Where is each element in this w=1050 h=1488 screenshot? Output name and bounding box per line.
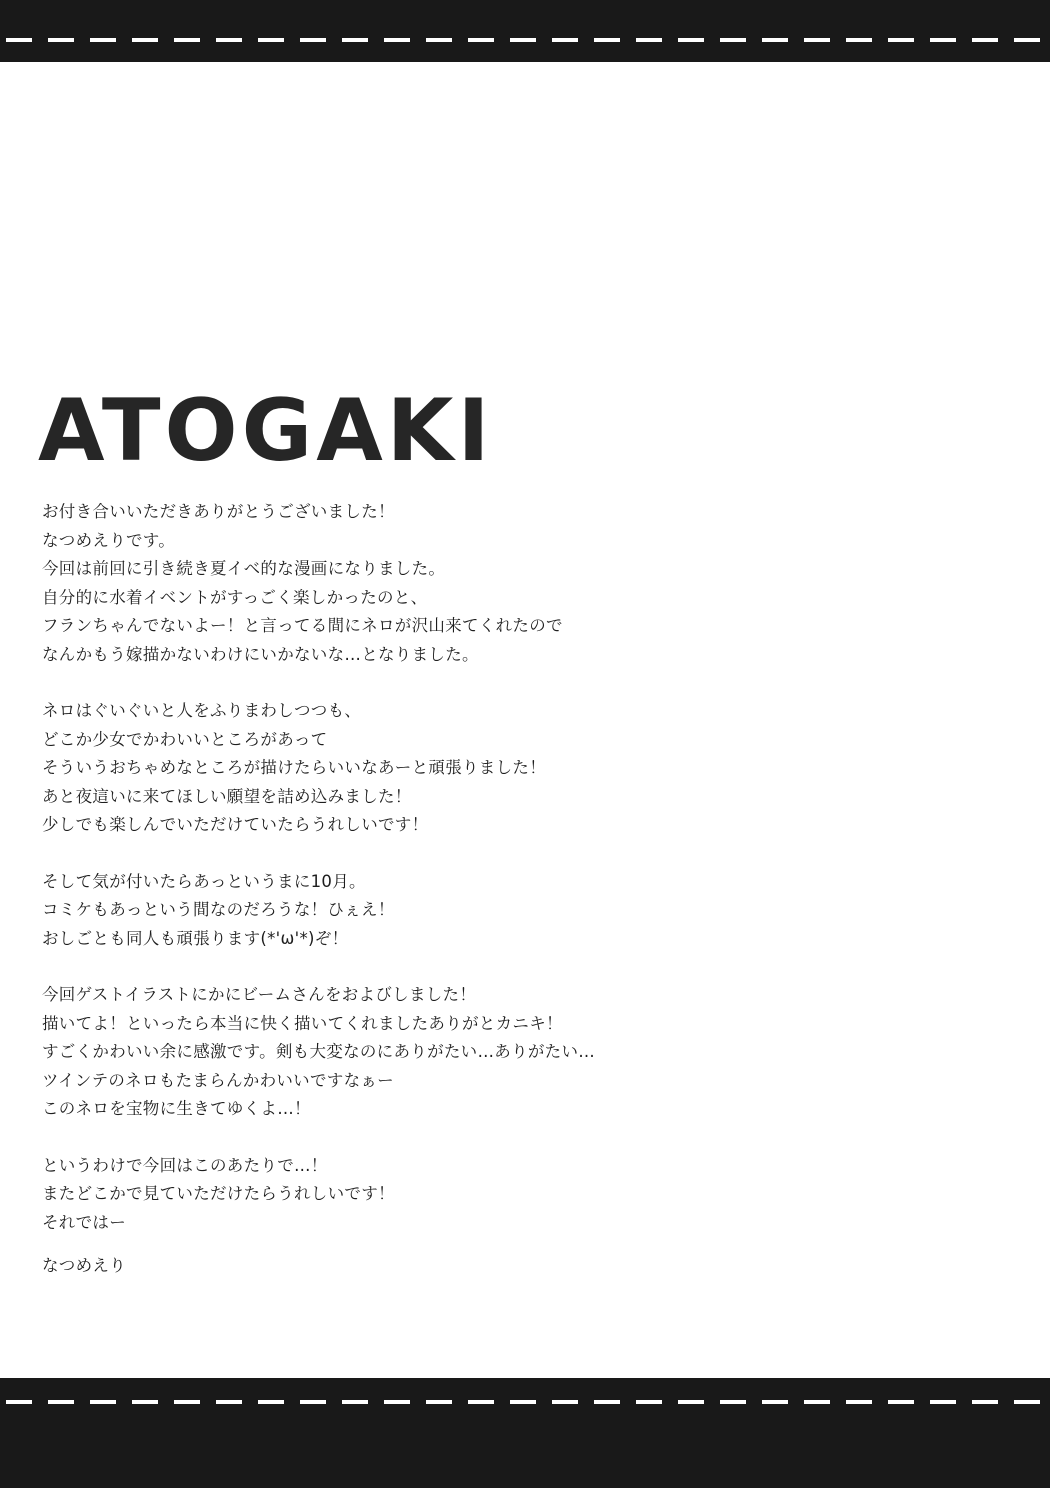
afterword-line: ネロはぐいぐいと人をふりまわしつつも、 xyxy=(42,701,362,720)
afterword-paragraph xyxy=(42,1152,942,1238)
afterword-body xyxy=(42,498,942,1237)
afterword-line: そして気が付いたらあっというまに10月。 xyxy=(42,871,366,891)
afterword-line: フランちゃんでないよー！と言ってる間にネロが沢山来てくれたので xyxy=(42,616,563,635)
bottom-stitch-line xyxy=(0,1400,1050,1404)
afterword-line: というわけで今回はこのあたりで…！ xyxy=(42,1155,328,1175)
afterword-paragraph xyxy=(42,498,942,669)
afterword-line: お付き合いいただきありがとうございました！ xyxy=(42,502,395,521)
afterword-line: それではー xyxy=(42,1212,126,1232)
signature: なつめえり xyxy=(42,1256,126,1275)
afterword-line: 今回ゲストイラストにかにビームさんをおよびしました！ xyxy=(42,985,477,1004)
afterword-line: あと夜這いに来てほしい願望を詰め込みました！ xyxy=(42,786,412,806)
page-title: ATOGAKI xyxy=(38,380,494,481)
bottom-black-band xyxy=(0,1378,1050,1488)
afterword-line: またどこかで見ていただけたらうれしいです！ xyxy=(42,1184,395,1203)
afterword-line: すごくかわいい余に感激です。剣も大変なのにありがたい…ありがたい… xyxy=(42,1042,596,1061)
afterword-paragraph xyxy=(42,868,942,954)
afterword-line: コミケもあっという間なのだろうな！ひぇえ！ xyxy=(42,900,395,919)
top-black-band xyxy=(0,0,1050,62)
afterword-line: このネロを宝物に生きてゆくよ…！ xyxy=(42,1099,311,1118)
afterword-line: なつめえりです。 xyxy=(42,530,176,550)
afterword-line: どこか少女でかわいいところがあって xyxy=(42,729,328,749)
top-stitch-line xyxy=(0,38,1050,42)
afterword-line: 自分的に水着イベントがすっごく楽しかったのと、 xyxy=(42,587,428,607)
afterword-line: なんかもう嫁描かないわけにいかないな…となりました。 xyxy=(42,644,479,664)
afterword-line: 少しでも楽しんでいただけていたらうれしいです！ xyxy=(42,815,429,834)
afterword-line: おしごとも同人も頑張ります(*'ω'*)ぞ！ xyxy=(42,928,349,948)
afterword-paragraph xyxy=(42,981,942,1124)
afterword-line: 今回は前回に引き続き夏イベ的な漫画になりました。 xyxy=(42,559,446,578)
afterword-line: 描いてよ！といったら本当に快く描いてくれましたありがとカニキ！ xyxy=(42,1013,563,1033)
afterword-paragraph xyxy=(42,697,942,840)
afterword-line: そういうおちゃめなところが描けたらいいなあーと頑張りました！ xyxy=(42,758,546,777)
afterword-line: ツインテのネロもたまらんかわいいですなぁー xyxy=(42,1070,394,1090)
